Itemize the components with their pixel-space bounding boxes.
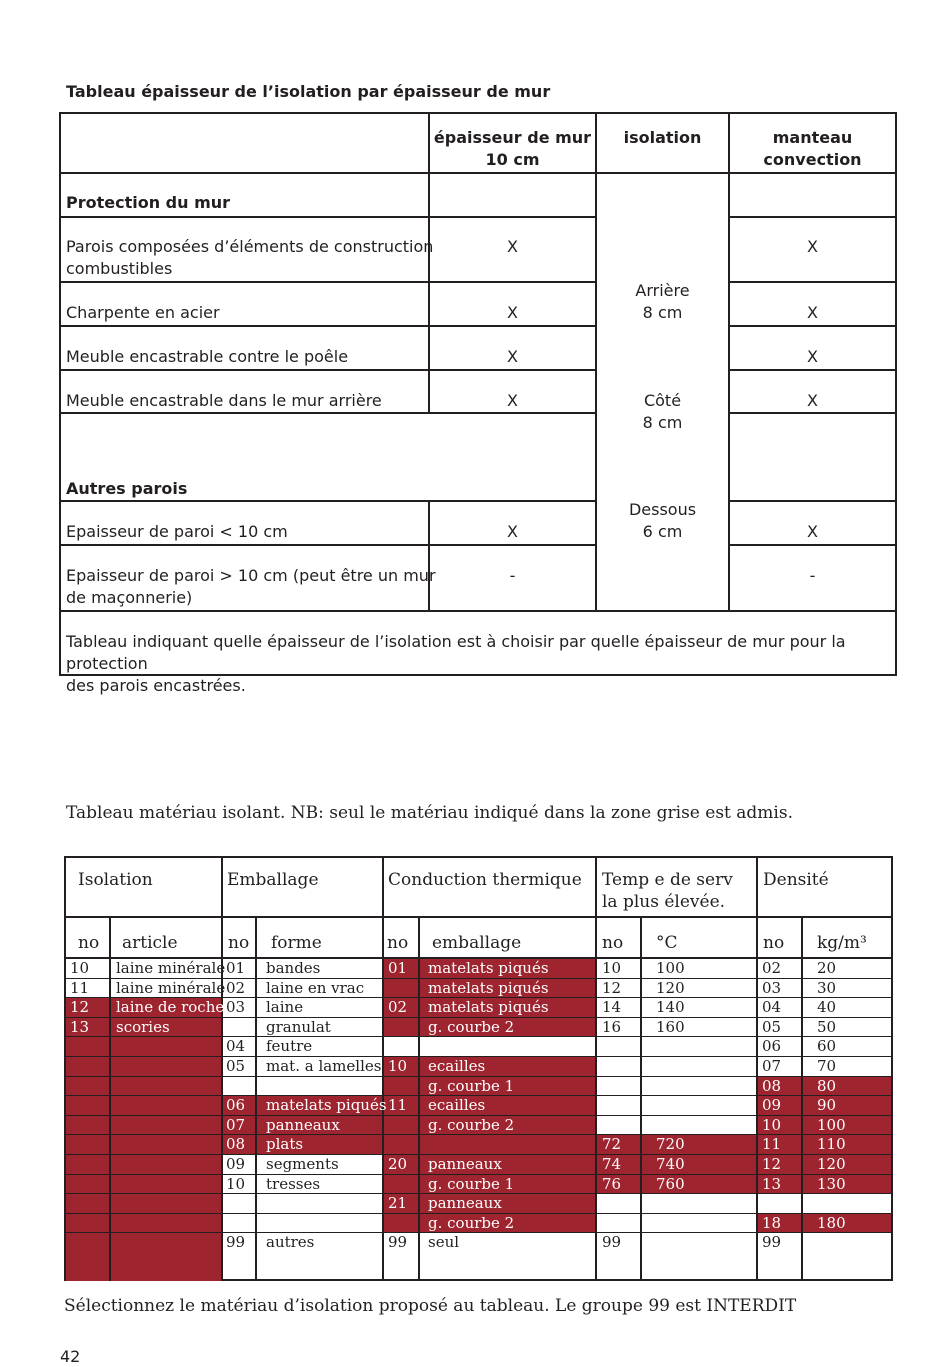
row-label: Epaisseur de paroi < 10 cm: [66, 522, 288, 541]
row-manteau-value: X: [807, 522, 818, 541]
table-cell: matelats piqués: [428, 978, 549, 997]
table-cell: 30: [817, 978, 837, 997]
table-cell: 03: [762, 978, 782, 997]
table-cell: 10: [70, 959, 90, 977]
table-cell: 07: [226, 1115, 246, 1134]
table-cell: 01: [388, 959, 408, 977]
header-wall-thickness: épaisseur de mur 10 cm: [433, 128, 592, 169]
row-wall-value: X: [507, 237, 518, 256]
table-cell: 40: [817, 998, 837, 1017]
table-cell: 10: [388, 1057, 408, 1075]
subheader-4: no: [387, 933, 409, 953]
table-cell: 13: [70, 1017, 90, 1036]
table-cell: 760: [656, 1174, 685, 1193]
table-cell: seul: [428, 1233, 460, 1252]
row-wall-value: X: [507, 303, 518, 322]
table-cell: 08: [226, 1135, 246, 1154]
table-cell: 01: [226, 959, 246, 977]
table-cell: 11: [70, 978, 90, 997]
header-manteau: manteau convection: [763, 128, 862, 169]
table-cell: 11: [762, 1135, 782, 1154]
header-isolation: isolation: [623, 128, 702, 147]
table-cell: 06: [226, 1096, 246, 1115]
table-cell: ecailles: [428, 1096, 486, 1115]
table-cell: 20: [388, 1155, 408, 1173]
table-cell: 76: [602, 1174, 622, 1193]
table-cell: laine de roche: [116, 998, 225, 1017]
subheader-3: forme: [271, 933, 322, 953]
table-cell: 02: [388, 998, 408, 1017]
table-cell: 160: [656, 1017, 685, 1036]
table-cell: 74: [602, 1155, 622, 1173]
table-cell: 120: [656, 978, 685, 997]
table-cell: 50: [817, 1017, 837, 1036]
table-cell: 03: [226, 998, 246, 1017]
table-cell: g. courbe 2: [428, 1213, 515, 1232]
table-cell: panneaux: [266, 1115, 340, 1134]
row-wall-value: -: [509, 566, 516, 585]
table-cell: 04: [762, 998, 782, 1017]
subheader-7: °C: [656, 933, 678, 953]
row-manteau-value: X: [807, 303, 818, 322]
group-emballage: Emballage: [227, 870, 319, 890]
table-cell: 100: [656, 959, 685, 977]
table-cell: 20: [817, 959, 837, 977]
table-cell: 140: [656, 998, 685, 1017]
table-cell: matelats piqués: [428, 959, 549, 977]
subheader-5: emballage: [432, 933, 522, 953]
row-wall-value: X: [507, 522, 518, 541]
table-cell: tresses: [266, 1174, 321, 1193]
table-cell: 13: [762, 1174, 782, 1193]
table-cell: 05: [226, 1057, 246, 1075]
table-cell: granulat: [266, 1017, 331, 1036]
table-cell: 18: [762, 1213, 782, 1232]
table-cell: matelats piqués: [428, 998, 549, 1017]
table-cell: 120: [817, 1155, 846, 1173]
table2-title: Tableau matériau isolant. NB: seul le matériau indiqué dans la zone grise est admis.: [66, 803, 793, 823]
row-manteau-value: X: [807, 237, 818, 256]
table-cell: scories: [116, 1017, 170, 1036]
row-label: Epaisseur de paroi > 10 cm (peut être un mur de maçonnerie): [66, 566, 436, 607]
table-cell: 12: [762, 1155, 782, 1173]
section-autres-parois: Autres parois: [66, 479, 188, 498]
table-cell: 80: [817, 1076, 837, 1095]
table-cell: 180: [817, 1213, 846, 1232]
table-cell: 14: [602, 998, 622, 1017]
table-cell: 10: [602, 959, 622, 977]
table-cell: plats: [266, 1135, 304, 1154]
table-cell: 05: [762, 1017, 782, 1036]
table-cell: ecailles: [428, 1057, 486, 1075]
row-label: Meuble encastrable dans le mur arrière: [66, 391, 382, 410]
row-manteau-value: X: [807, 391, 818, 410]
table-cell: 21: [388, 1194, 408, 1213]
table-cell: 09: [226, 1155, 246, 1173]
row-label: Charpente en acier: [66, 303, 220, 322]
table-cell: 07: [762, 1057, 782, 1075]
table-cell: 10: [762, 1115, 782, 1134]
table-cell: 09: [762, 1096, 782, 1115]
table-cell: autres: [266, 1233, 315, 1252]
subheader-2: no: [228, 933, 250, 953]
group-isolation: Isolation: [78, 870, 153, 890]
table-cell: 11: [388, 1096, 408, 1115]
table-cell: 720: [656, 1135, 685, 1154]
table-cell: 110: [817, 1135, 846, 1154]
row-wall-value: X: [507, 391, 518, 410]
row-label: Meuble encastrable contre le poêle: [66, 347, 349, 366]
isolation-arriere: Arrière 8 cm: [635, 281, 690, 322]
table-cell: 740: [656, 1155, 685, 1173]
table-cell: segments: [266, 1155, 339, 1173]
group-densite: Densité: [763, 870, 829, 890]
table-cell: 99: [388, 1233, 408, 1252]
table-cell: laine minérale: [116, 978, 226, 997]
row-wall-value: X: [507, 347, 518, 366]
table-cell: laine minérale: [116, 959, 226, 977]
table-cell: 99: [602, 1233, 622, 1252]
table-cell: bandes: [266, 959, 321, 977]
table-cell: 72: [602, 1135, 622, 1154]
table-cell: 70: [817, 1057, 837, 1075]
group-conduction: Conduction thermique: [388, 870, 582, 890]
table-cell: 12: [602, 978, 622, 997]
table-cell: 08: [762, 1076, 782, 1095]
table-cell: feutre: [266, 1037, 313, 1056]
table-cell: matelats piqués: [266, 1096, 387, 1115]
subheader-6: no: [602, 933, 624, 953]
isolation-dessous: Dessous 6 cm: [628, 500, 697, 541]
table-cell: 06: [762, 1037, 782, 1056]
table-cell: 02: [762, 959, 782, 977]
row-manteau-value: -: [809, 566, 816, 585]
row-label: Parois composées d’éléments de construction combustibles: [66, 237, 434, 278]
table-cell: 99: [226, 1233, 246, 1252]
table-cell: 04: [226, 1037, 246, 1056]
subheader-1: article: [122, 933, 178, 953]
table-cell: 130: [817, 1174, 846, 1193]
table-cell: 90: [817, 1096, 837, 1115]
table1-title: Tableau épaisseur de l’isolation par épaisseur de mur: [66, 82, 551, 101]
table-cell: mat. a lamelles: [266, 1057, 382, 1075]
table-cell: laine: [266, 998, 304, 1017]
table-cell: panneaux: [428, 1194, 502, 1213]
table-cell: 10: [226, 1174, 246, 1193]
wall-insulation-table: [59, 112, 897, 695]
row-manteau-value: X: [807, 347, 818, 366]
table-cell: 16: [602, 1017, 622, 1036]
subheader-9: kg/m³: [817, 933, 867, 953]
table-cell: g. courbe 1: [428, 1174, 515, 1193]
table-cell: 12: [70, 998, 90, 1017]
subheader-8: no: [763, 933, 785, 953]
group-temp-line2: la plus élevée.: [602, 892, 726, 912]
table-cell: panneaux: [428, 1155, 502, 1173]
table-cell: 02: [226, 978, 246, 997]
table1-note: Tableau indiquant quelle épaisseur de l’isolation est à choisir par quelle épaisseur de mur pour la protection des parois encastrées.: [66, 632, 846, 695]
table-cell: laine en vrac: [266, 978, 365, 997]
table-cell: g. courbe 2: [428, 1017, 515, 1036]
isolation-cote: Côté 8 cm: [642, 391, 683, 432]
section-protection-du-mur: Protection du mur: [66, 193, 231, 212]
table-cell: 60: [817, 1037, 837, 1056]
table-cell: 100: [817, 1115, 846, 1134]
subheader-0: no: [78, 933, 100, 953]
footer-note: Sélectionnez le matériau d’isolation proposé au tableau. Le groupe 99 est INTERDIT: [64, 1296, 797, 1316]
insulation-material-table: [64, 856, 893, 1281]
table-cell: g. courbe 2: [428, 1115, 515, 1134]
group-temp-line1: Temp e de serv: [602, 870, 733, 890]
page-number: 42: [60, 1347, 81, 1366]
table-cell: g. courbe 1: [428, 1076, 515, 1095]
table-cell: 99: [762, 1233, 782, 1252]
